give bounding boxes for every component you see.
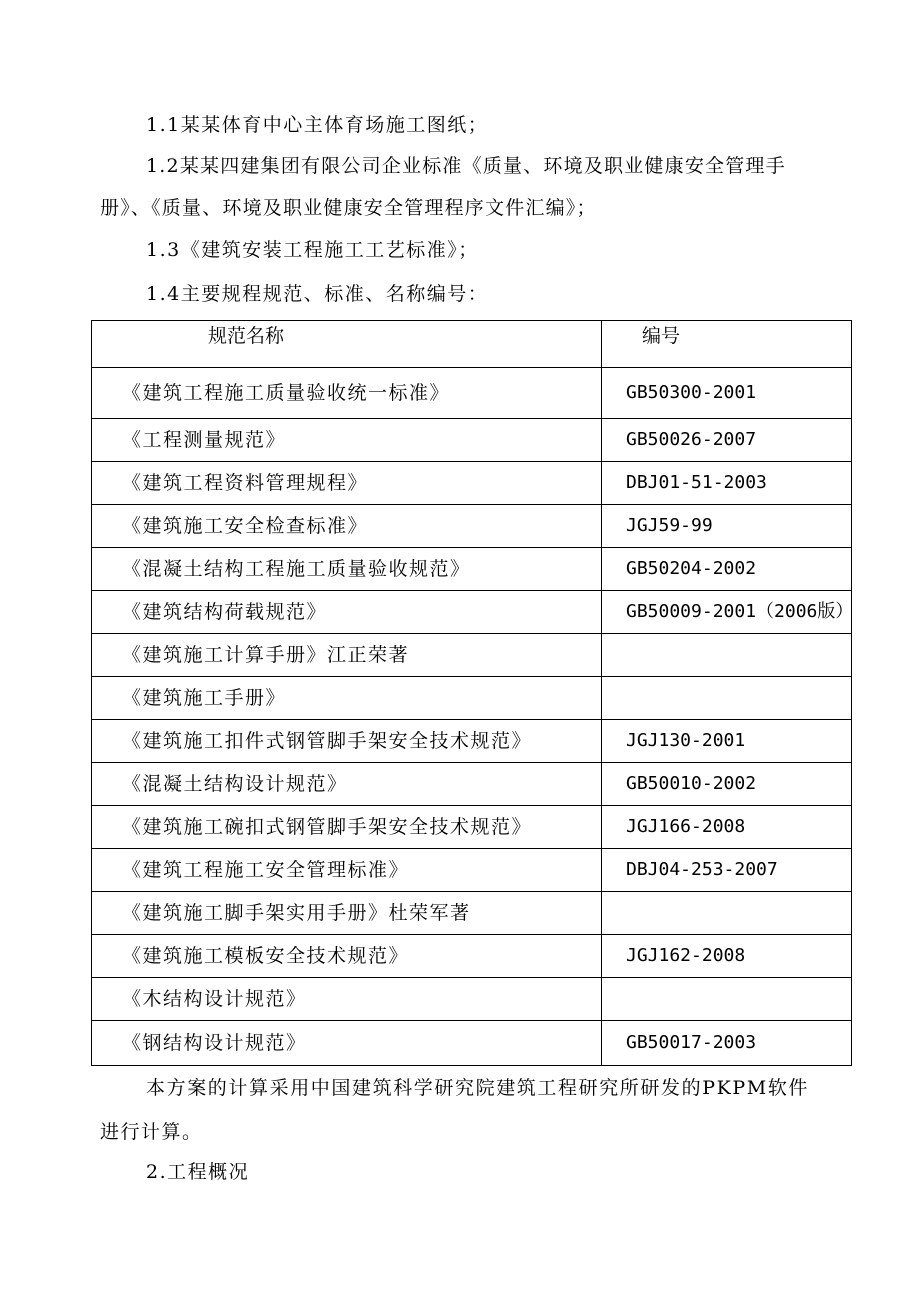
paragraph-1-4: 1.4主要规程规范、标准、名称编号：	[146, 283, 489, 305]
table-row	[92, 892, 852, 935]
table-row	[92, 978, 852, 1021]
standard-code-cell: GB50204-2002	[602, 548, 852, 591]
standard-name-cell: 《建筑施工模板安全技术规范》	[92, 935, 602, 978]
standard-name-cell: 《建筑施工扣件式钢管脚手架安全技术规范》	[92, 720, 602, 763]
standard-name-cell: 《建筑工程施工安全管理标准》	[92, 849, 602, 892]
standard-name-cell: 《混凝土结构设计规范》	[92, 763, 602, 806]
table-header-row	[92, 321, 852, 368]
header-code: 编号	[602, 321, 852, 368]
paragraph-1-3: 1.3《建筑安装工程施工工艺标准》；	[146, 239, 479, 261]
standard-code-cell: GB50010-2002	[602, 763, 852, 806]
paragraph-1-2-line2: 册》、《质量、环境及职业健康安全管理程序文件汇编》；	[100, 197, 597, 219]
standard-name-cell: 《建筑施工碗扣式钢管脚手架安全技术规范》	[92, 806, 602, 849]
paragraph-1-1: 1.1某某体育中心主体育场施工图纸；	[146, 114, 489, 136]
paragraph-1-2-line1: 1.2某某四建集团有限公司企业标准《质量、环境及职业健康安全管理手	[146, 155, 786, 177]
table-row	[92, 935, 852, 978]
standard-name-cell: 《混凝土结构工程施工质量验收规范》	[92, 548, 602, 591]
standard-name-cell: 《建筑施工计算手册》江正荣著	[92, 634, 602, 677]
standard-name-cell: 《木结构设计规范》	[92, 978, 602, 1021]
table-row	[92, 763, 852, 806]
table-row	[92, 462, 852, 505]
table-row	[92, 591, 852, 634]
standard-code-cell: DBJ01-51-2003	[602, 462, 852, 505]
header-standard-name: 规范名称	[92, 321, 602, 368]
table-row	[92, 419, 852, 462]
table-row	[92, 368, 852, 419]
standard-code-cell: GB50026-2007	[602, 419, 852, 462]
standard-code-cell: GB50300-2001	[602, 368, 852, 419]
standard-code-cell: DBJ04-253-2007	[602, 849, 852, 892]
standard-name-cell: 《建筑工程施工质量验收统一标准》	[92, 368, 602, 419]
standard-code-cell	[602, 978, 852, 1021]
standard-name-cell: 《建筑工程资料管理规程》	[92, 462, 602, 505]
table-row	[92, 548, 852, 591]
table-row	[92, 677, 852, 720]
standard-code-cell: JGJ162-2008	[602, 935, 852, 978]
paragraph-calc-line1: 本方案的计算采用中国建筑科学研究院建筑工程研究所研发的PKPM软件	[146, 1077, 810, 1099]
standards-table	[91, 320, 852, 1066]
standard-code-cell	[602, 634, 852, 677]
standard-name-cell: 《钢结构设计规范》	[92, 1021, 602, 1066]
standard-name-cell: 《建筑施工安全检查标准》	[92, 505, 602, 548]
standard-code-cell: JGJ166-2008	[602, 806, 852, 849]
standard-code-cell: GB50017-2003	[602, 1021, 852, 1066]
standard-name-cell: 《建筑施工手册》	[92, 677, 602, 720]
table-row	[92, 634, 852, 677]
standard-code-cell	[602, 892, 852, 935]
table-row	[92, 1021, 852, 1066]
table-row	[92, 720, 852, 763]
standard-code-cell: JGJ130-2001	[602, 720, 852, 763]
section-heading-project-overview: 2.工程概况	[146, 1161, 250, 1183]
standard-code-cell: JGJ59-99	[602, 505, 852, 548]
standard-name-cell: 《建筑结构荷载规范》	[92, 591, 602, 634]
table-row	[92, 806, 852, 849]
standard-name-cell: 《工程测量规范》	[92, 419, 602, 462]
standard-code-cell: GB50009-2001（2006版）	[602, 591, 852, 634]
table-body	[92, 368, 852, 1066]
paragraph-calc-line2: 进行计算。	[100, 1121, 203, 1143]
table-row	[92, 505, 852, 548]
standard-code-cell	[602, 677, 852, 720]
standard-name-cell: 《建筑施工脚手架实用手册》杜荣军著	[92, 892, 602, 935]
table-row	[92, 849, 852, 892]
